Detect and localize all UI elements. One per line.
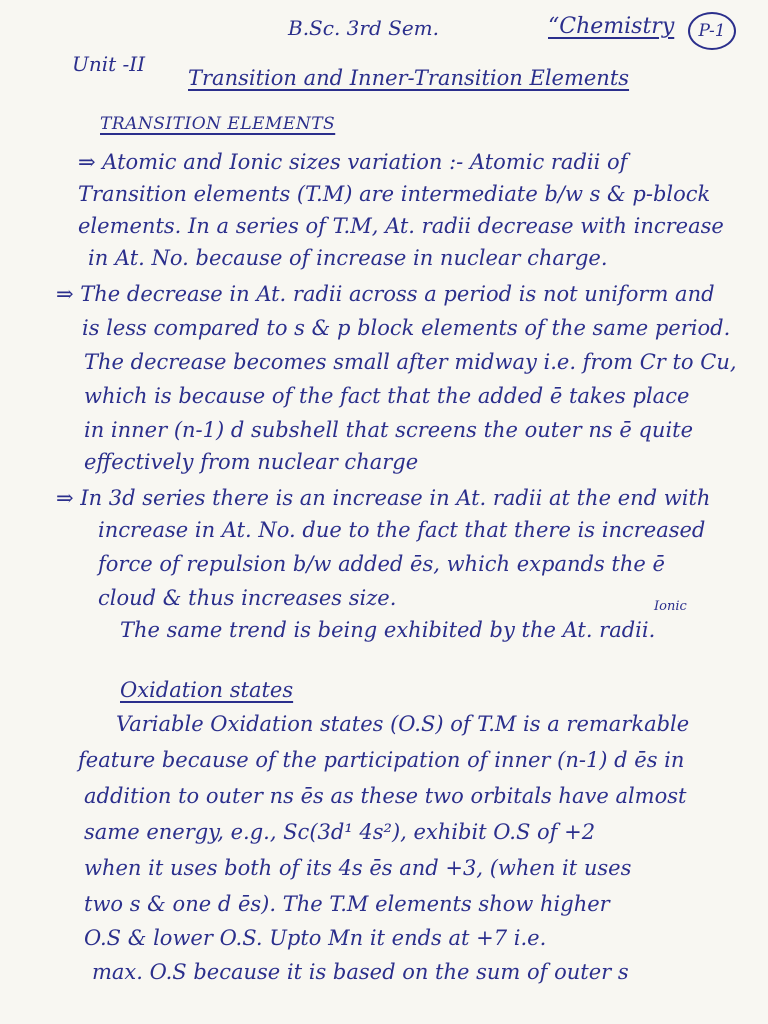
text-line: when it uses both of its 4s ēs and +3, (when it uses	[84, 856, 632, 880]
text-line: ⇒ The decrease in At. radii across a period is not uniform and	[56, 282, 715, 306]
text-line: elements. In a series of T.M, At. radii decrease with increase	[78, 214, 724, 238]
text-line: ⇒ Atomic and Ionic sizes variation :- Atomic radii of	[78, 150, 628, 174]
unit-title: Transition and Inner-Transition Elements	[188, 66, 630, 90]
text-line: cloud & thus increases size.	[98, 586, 397, 610]
text-line: is less compared to s & p block elements of the same period.	[82, 316, 731, 340]
subject-label: “Chemistry	[548, 14, 675, 39]
unit-label: Unit -II	[72, 52, 146, 76]
page-number-text: P-1	[698, 21, 726, 41]
text-line: increase in At. No. due to the fact that there is increased	[98, 518, 706, 542]
section-heading-oxidation: Oxidation states	[120, 678, 294, 702]
text-line: The decrease becomes small after midway i.e. from Cr to Cu,	[84, 350, 737, 374]
text-line: in At. No. because of increase in nuclear charge.	[88, 246, 608, 270]
text-line: feature because of the participation of inner (n-1) d ēs in	[78, 748, 685, 772]
text-line: Transition elements (T.M) are intermediate b/w s & p-block	[78, 182, 711, 206]
text-line: O.S & lower O.S. Upto Mn it ends at +7 i.e.	[84, 926, 547, 950]
text-line: effectively from nuclear charge	[84, 450, 419, 474]
text-line: The same trend is being exhibited by the At. radii.	[120, 618, 656, 642]
page-number-badge	[688, 12, 736, 50]
text-line: in inner (n-1) d subshell that screens the outer ns ē quite	[84, 418, 694, 442]
text-line: addition to outer ns ēs as these two orbitals have almost	[84, 784, 687, 808]
text-line: Variable Oxidation states (O.S) of T.M is a remarkable	[116, 712, 690, 736]
course-label: B.Sc. 3rd Sem.	[288, 16, 439, 40]
text-line: ⇒ In 3d series there is an increase in At. radii at the end with	[56, 486, 711, 510]
text-line: same energy, e.g., Sc(3d¹ 4s²), exhibit O.S of +2	[84, 820, 596, 844]
text-line: two s & one d ēs). The T.M elements show higher	[84, 892, 610, 916]
text-line: force of repulsion b/w added ēs, which expands the ē	[98, 552, 665, 576]
text-line: max. O.S because it is based on the sum of outer s	[92, 960, 629, 984]
section-heading-transition: TRANSITION ELEMENTS	[100, 114, 336, 134]
superscript-note: Ionic	[654, 599, 687, 614]
text-line: which is because of the fact that the added ē takes place	[84, 384, 690, 408]
